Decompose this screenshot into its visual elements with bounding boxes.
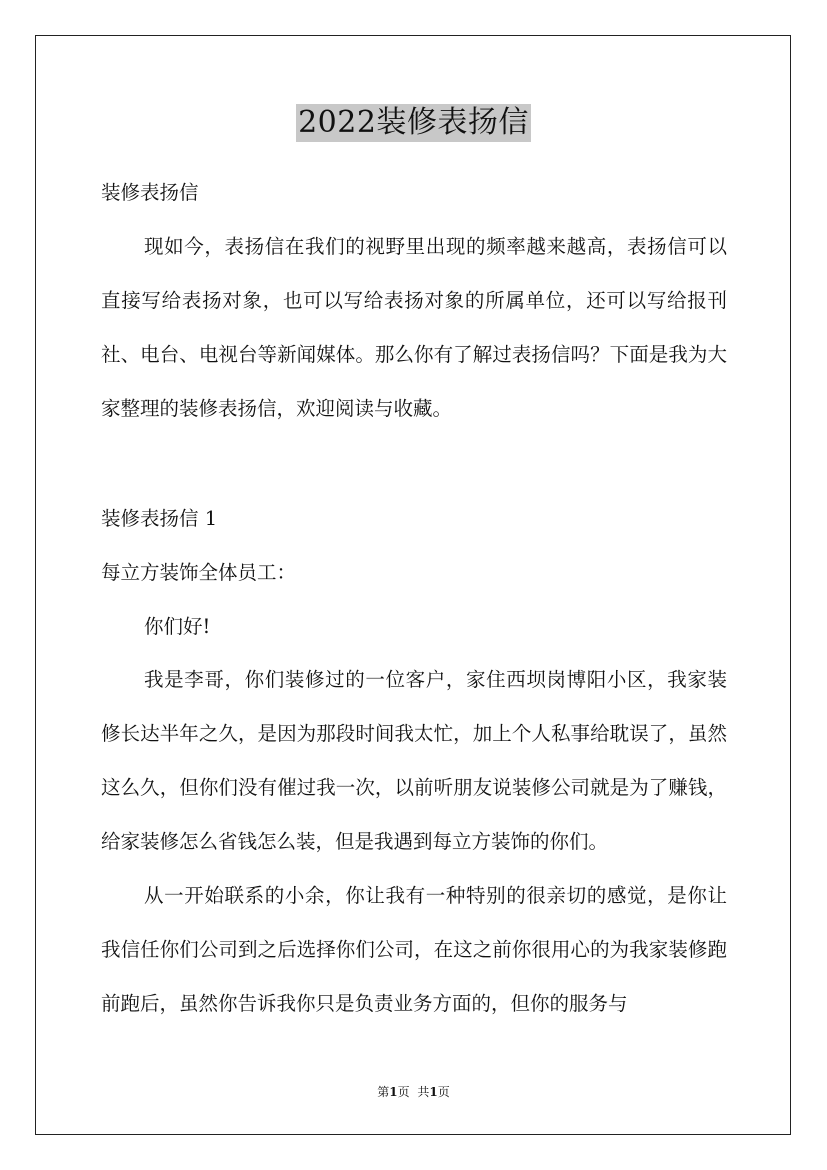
document-subtitle: 装修表扬信	[101, 181, 199, 204]
body-paragraph-1: 我是李哥，你们装修过的一位客户，家住西坝岗博阳小区，我家装修长达半年之久，是因为那段时间我太忙，加上个人私事给耽误了，虽然这么久，但你们没有催过我一次，以前听朋友说装修公司就是为了赚钱，给家装修怎么省钱怎么装，但是我遇到每立方装饰的你们。	[101, 668, 727, 853]
intro-paragraph: 现如今，表扬信在我们的视野里出现的频率越来越高，表扬信可以直接写给表扬对象，也可以写给表扬对象的所属单位，还可以写给报刊社、电台、电视台等新闻媒体。那么你有了解过表扬信吗？下面是我为大家整理的装修表扬信，欢迎阅读与收藏。	[101, 235, 727, 420]
page-suffix: 页	[397, 1085, 410, 1099]
total-pages: 1	[429, 1085, 438, 1099]
page-number: 1	[389, 1085, 398, 1099]
salutation: 每立方装饰全体员工：	[101, 561, 297, 584]
body-paragraph-2: 从一开始联系的小余，你让我有一种特别的很亲切的感觉，是你让我信任你们公司到之后选择你们公司，在这之前你很用心的为我家装修跑前跑后，虽然你告诉我你只是负责业务方面的，但你的服务与	[101, 884, 727, 1015]
page-footer	[0, 1084, 827, 1100]
total-prefix: 共	[417, 1085, 430, 1099]
title-container	[0, 104, 827, 142]
document-title: 2022装修表扬信	[298, 105, 529, 140]
page-prefix: 第	[377, 1085, 390, 1099]
section-title: 装修表扬信 1	[101, 507, 218, 530]
greeting: 你们好!	[144, 615, 211, 638]
total-suffix: 页	[437, 1085, 450, 1099]
